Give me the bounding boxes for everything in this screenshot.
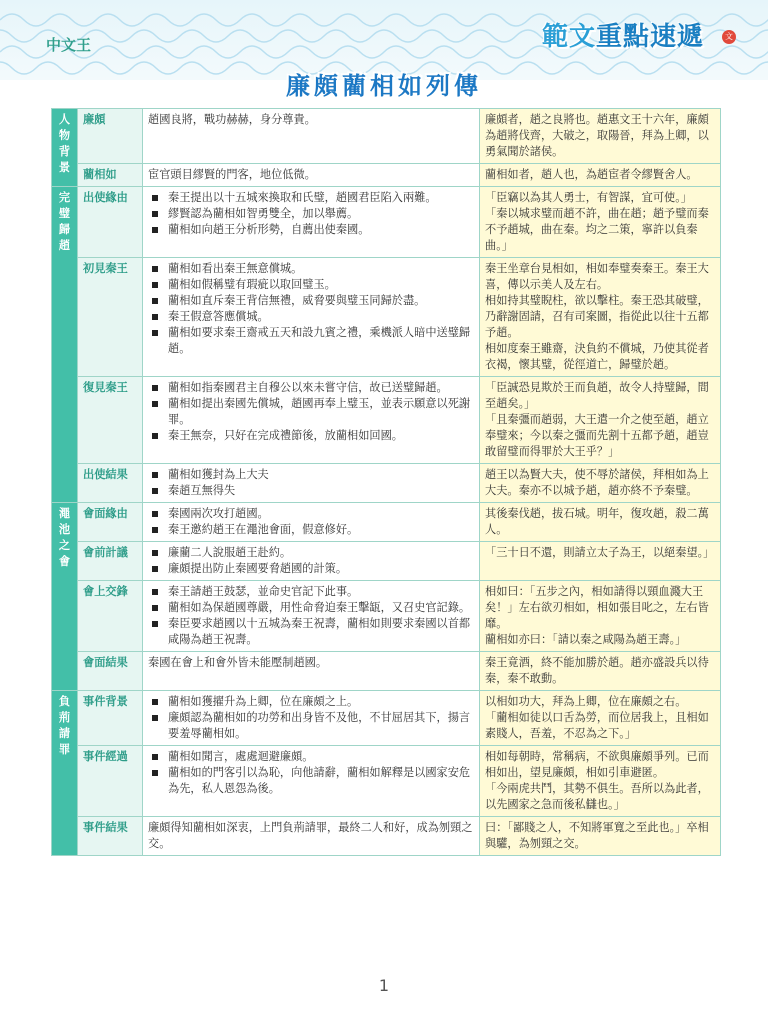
table-row: [52, 258, 721, 377]
section-label-text: 澠池之會: [58, 507, 71, 568]
list-item: 廉頗認為藺相如的功勞和出身皆不及他，不甘屈居其下，揚言要羞辱藺相如。: [148, 710, 474, 742]
table-row: [52, 464, 721, 503]
section-label-text: 完璧歸趙: [58, 191, 71, 252]
quote-text: 「臣竊以為其人勇士，有智謀，宜可使。」: [485, 191, 692, 204]
table-row: [52, 542, 721, 581]
section-label: [52, 109, 78, 187]
description-cell: [143, 503, 480, 542]
subtopic-label: 廉頗: [78, 109, 143, 164]
subtopic-label: 初見秦王: [78, 258, 143, 377]
description-cell: [143, 464, 480, 503]
bullet-list: [148, 749, 474, 797]
subtopic-label: 藺相如: [78, 164, 143, 187]
list-item: 廉藺二人說服趙王赴約。: [148, 545, 474, 561]
subtopic-label: 復見秦王: [78, 377, 143, 464]
bullet-list: [148, 584, 474, 648]
quote-text: 「秦以城求璧而趙不許，曲在趙；趙予璧而秦不予趙城，曲在秦。均之二策，寧許以負秦曲。」: [485, 207, 709, 252]
list-item: 藺相如假稱璧有瑕疵以取回璧玉。: [148, 277, 474, 293]
description-cell: [143, 746, 480, 817]
table-row: [52, 652, 721, 691]
list-item: 藺相如要求秦王齋戒五天和設九賓之禮，乘機派人暗中送璧歸趙。: [148, 325, 474, 357]
description-cell: 秦國在會上和會外皆未能壓制趙國。: [143, 652, 480, 691]
source-quote-cell: [480, 164, 721, 187]
source-quote-cell: [480, 817, 721, 856]
quote-text: 秦王竟酒，終不能加勝於趙。趙亦盛設兵以待秦，秦不敢動。: [485, 656, 709, 685]
quote-text: 趙王以為賢大夫，使不辱於諸侯，拜相如為上大夫。秦亦不以城予趙，趙亦終不予秦璧。: [485, 468, 709, 497]
list-item: 藺相如為保趙國尊嚴，用性命脅迫秦王擊缻，又召史官記錄。: [148, 600, 474, 616]
list-item: 秦國兩次攻打趙國。: [148, 506, 474, 522]
quote-text: 其後秦伐趙，拔石城。明年，復攻趙，殺二萬人。: [485, 507, 709, 536]
subtopic-label: 會上交鋒: [78, 581, 143, 652]
bullet-list: [148, 506, 474, 538]
bullet-list: [148, 190, 474, 238]
table-row: [52, 164, 721, 187]
quote-text: 「三十日不還，則請立太子為王，以絕秦望。」: [485, 546, 715, 559]
source-quote-cell: [480, 377, 721, 464]
list-item: 藺相如直斥秦王背信無禮，威脅要與璧玉同歸於盡。: [148, 293, 474, 309]
table-row: [52, 503, 721, 542]
quote-text: 以相如功大，拜為上卿，位在廉頗之右。: [485, 695, 687, 708]
table-row: [52, 691, 721, 746]
list-item: 藺相如提出秦國先償城，趙國再奉上璧玉，並表示願意以死謝罪。: [148, 396, 474, 428]
quote-text: 「且秦彊而趙弱，大王遣一介之使至趙，趙立奉璧來；今以秦之彊而先割十五都予趙，趙豈敢留璧而得罪於大王乎？」: [485, 413, 709, 458]
list-item: 藺相如獲封為上大夫: [148, 467, 474, 483]
list-item: 秦王無奈，只好在完成禮節後，放藺相如回國。: [148, 428, 474, 444]
quote-text: 藺相如亦曰：「請以秦之咸陽為趙王壽。」: [485, 633, 687, 646]
table-row: [52, 109, 721, 164]
description-cell: [143, 258, 480, 377]
quote-text: 「今兩虎共鬥，其勢不俱生。吾所以為此者，以先國家之急而後私讎也。」: [485, 782, 709, 811]
source-quote-cell: [480, 258, 721, 377]
subtopic-label: 會面緣由: [78, 503, 143, 542]
quote-text: 藺相如者，趙人也，為趙宦者令繆賢舍人。: [485, 168, 698, 181]
list-item: 秦王請趙王鼓瑟，並命史官記下此事。: [148, 584, 474, 600]
page-title: 廉頗藺相如列傳: [286, 72, 482, 100]
subtopic-label: 出使緣由: [78, 187, 143, 258]
list-item: 秦王邀約趙王在澠池會面，假意修好。: [148, 522, 474, 538]
list-item: 藺相如向趙王分析形勢，自薦出使秦國。: [148, 222, 474, 238]
subtopic-label: 會前計議: [78, 542, 143, 581]
table-row: [52, 377, 721, 464]
subtopic-label: 會面結果: [78, 652, 143, 691]
badge-icon: 文: [722, 30, 736, 44]
description-cell: 趙國良將，戰功赫赫，身分尊貴。: [143, 109, 480, 164]
list-item: 藺相如指秦國君主自穆公以來未嘗守信，故已送璧歸趙。: [148, 380, 474, 396]
subtopic-label: 事件結果: [78, 817, 143, 856]
description-cell: 宦官頭目繆賢的門客，地位低微。: [143, 164, 480, 187]
source-quote-cell: [480, 503, 721, 542]
quote-text: 相如度秦王雖齋，決負約不償城，乃使其從者衣褐，懷其璧，從徑道亡，歸璧於趙。: [485, 342, 709, 371]
list-item: 藺相如看出秦王無意償城。: [148, 261, 474, 277]
quote-text: 相如每朝時，常稱病，不欲與廉頗爭列。已而相如出，望見廉頗，相如引車避匿。: [485, 750, 709, 779]
source-quote-cell: [480, 746, 721, 817]
brand-text-part2: 重點速遞: [596, 22, 705, 52]
quote-text: 秦王坐章台見相如，相如奉璧奏秦王。秦王大喜，傳以示美人及左右。: [485, 262, 709, 291]
list-item: 秦王提出以十五城來換取和氏璧，趙國君臣陷入兩難。: [148, 190, 474, 206]
page-number: 1: [378, 976, 390, 995]
series-label: 中文王: [46, 36, 92, 54]
section-label: [52, 187, 78, 503]
description-cell: [143, 581, 480, 652]
section-label: [52, 691, 78, 856]
quote-text: 曰：「鄙賤之人，不知將軍寬之至此也。」卒相與驩，為刎頸之交。: [485, 821, 709, 850]
quote-text: 相如曰：「五步之內，相如請得以頸血濺大王矣！」左右欲刃相如，相如張目叱之，左右皆靡。: [485, 585, 709, 630]
bullet-list: [148, 545, 474, 577]
list-item: 繆賢認為藺相如智勇雙全，加以舉薦。: [148, 206, 474, 222]
summary-table: [51, 108, 721, 856]
quote-text: 「藺相如徒以口舌為勞，而位居我上，且相如素賤人，吾羞，不忍為之下。」: [485, 711, 709, 740]
bullet-list: [148, 694, 474, 742]
quote-text: 相如持其璧睨柱，欲以擊柱。秦王恐其破璧，乃辭謝固請，召有司案圖，指從此以往十五都予趙。: [485, 294, 709, 339]
list-item: 藺相如的門客引以為恥，向他請辭，藺相如解釋是以國家安危為先，私人恩怨為後。: [148, 765, 474, 797]
source-quote-cell: [480, 581, 721, 652]
bullet-list: [148, 261, 474, 357]
list-item: 秦王假意答應償城。: [148, 309, 474, 325]
description-cell: [143, 377, 480, 464]
table-row: [52, 581, 721, 652]
list-item: 藺相如聞言，處處迴避廉頗。: [148, 749, 474, 765]
section-label: [52, 503, 78, 691]
bullet-list: [148, 380, 474, 444]
quote-text: 廉頗者，趙之良將也。趙惠文王十六年，廉頗為趙將伐齊，大破之，取陽晉，拜為上卿，以勇氣聞於諸侯。: [485, 113, 709, 158]
list-item: 廉頗提出防止秦國要脅趙國的計策。: [148, 561, 474, 577]
source-quote-cell: [480, 109, 721, 164]
source-quote-cell: [480, 464, 721, 503]
description-cell: [143, 542, 480, 581]
description-cell: [143, 187, 480, 258]
list-item: 藺相如獲擢升為上卿，位在廉頗之上。: [148, 694, 474, 710]
subtopic-label: 出使結果: [78, 464, 143, 503]
brand-text-part1: 範文: [542, 22, 597, 52]
source-quote-cell: [480, 652, 721, 691]
table-row: [52, 746, 721, 817]
source-quote-cell: [480, 691, 721, 746]
table-row: [52, 817, 721, 856]
source-quote-cell: [480, 542, 721, 581]
brand-logo: [542, 16, 732, 60]
list-item: 秦趙互無得失: [148, 483, 474, 499]
subtopic-label: 事件背景: [78, 691, 143, 746]
quote-text: 「臣誠恐見欺於王而負趙，故令人持璧歸，間至趙矣。」: [485, 381, 709, 410]
description-cell: [143, 691, 480, 746]
section-label-text: 人物背景: [58, 113, 71, 174]
table-row: [52, 187, 721, 258]
description-cell: 廉頗得知藺相如深衷，上門負荊請罪，最終二人和好，成為刎頸之交。: [143, 817, 480, 856]
section-label-text: 負荊請罪: [58, 695, 71, 756]
source-quote-cell: [480, 187, 721, 258]
list-item: 秦臣要求趙國以十五城為秦王祝壽，藺相如則要求秦國以首都咸陽為趙王祝壽。: [148, 616, 474, 648]
subtopic-label: 事件經過: [78, 746, 143, 817]
bullet-list: [148, 467, 474, 499]
